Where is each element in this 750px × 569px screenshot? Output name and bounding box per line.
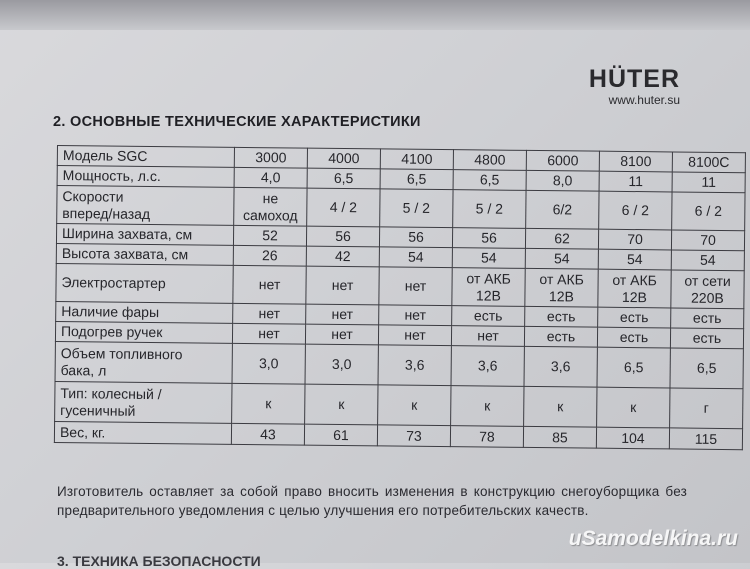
model-header-cell: 4100 bbox=[380, 149, 453, 170]
row-label-cell: Наличие фары bbox=[56, 301, 233, 323]
value-cell: нет bbox=[306, 304, 379, 325]
model-header-cell: 8100 bbox=[599, 151, 672, 172]
value-cell: 6,5 bbox=[597, 347, 670, 388]
value-cell: 54 bbox=[671, 250, 744, 271]
value-cell: 6,5 bbox=[307, 168, 380, 189]
next-section-title: 3. ТЕХНИКА БЕЗОПАСНОСТИ bbox=[57, 553, 261, 569]
value-cell: 43 bbox=[231, 423, 304, 445]
value-cell: 54 bbox=[525, 248, 598, 269]
value-cell: к bbox=[232, 383, 305, 424]
value-cell: 4,0 bbox=[234, 167, 307, 188]
value-cell: нет bbox=[379, 267, 452, 306]
value-cell: к bbox=[378, 385, 451, 426]
value-cell: 54 bbox=[452, 248, 525, 269]
value-cell: 6,5 bbox=[670, 348, 743, 389]
value-cell: 115 bbox=[669, 428, 742, 450]
spec-table bbox=[54, 145, 746, 450]
value-cell: есть bbox=[597, 327, 670, 348]
value-cell: 56 bbox=[306, 226, 379, 247]
value-cell: 3,0 bbox=[232, 343, 305, 384]
value-cell: 4 / 2 bbox=[307, 188, 380, 227]
model-header-cell: 6000 bbox=[526, 150, 599, 171]
value-cell: 52 bbox=[233, 225, 306, 246]
model-header-cell: 4800 bbox=[453, 150, 526, 171]
value-cell: от АКБ 12В bbox=[452, 268, 525, 307]
value-cell: 3,0 bbox=[305, 344, 378, 385]
value-cell: 62 bbox=[525, 228, 598, 249]
value-cell: есть bbox=[525, 306, 598, 327]
row-label-cell: Ширина захвата, см bbox=[56, 224, 233, 246]
value-cell: 26 bbox=[233, 245, 306, 266]
value-cell: 6/2 bbox=[526, 190, 599, 229]
value-cell: к bbox=[305, 384, 378, 425]
value-cell: г bbox=[670, 388, 743, 429]
value-cell: нет bbox=[306, 266, 379, 305]
value-cell: 54 bbox=[598, 249, 671, 270]
value-cell: 56 bbox=[379, 227, 452, 248]
value-cell: есть bbox=[671, 308, 744, 329]
model-header-cell: 3000 bbox=[234, 147, 307, 168]
value-cell: нет bbox=[379, 305, 452, 326]
value-cell: 6,5 bbox=[380, 169, 453, 190]
row-label-cell: Электростартер bbox=[56, 263, 233, 303]
row-label-cell: Мощность, л.с. bbox=[57, 166, 234, 188]
value-cell: нет bbox=[233, 265, 306, 304]
row-label-cell: Тип: колесный / гусеничный bbox=[55, 381, 232, 423]
value-cell: 3,6 bbox=[451, 346, 524, 387]
value-cell: от АКБ 12В bbox=[598, 269, 671, 308]
section-title: 2. ОСНОВНЫЕ ТЕХНИЧЕСКИЕ ХАРАКТЕРИСТИКИ bbox=[53, 114, 421, 130]
row-label-cell: Вес, кг. bbox=[54, 421, 231, 444]
value-cell: 70 bbox=[598, 229, 671, 250]
value-cell: 6 / 2 bbox=[599, 191, 672, 230]
model-header-cell: 4000 bbox=[307, 148, 380, 169]
value-cell: не самоход bbox=[234, 187, 307, 226]
value-cell: 11 bbox=[672, 172, 745, 193]
row-label-cell: Высота захвата, см bbox=[56, 243, 233, 265]
value-cell: 6 / 2 bbox=[672, 192, 745, 231]
model-header-cell: 8100C bbox=[672, 152, 745, 173]
value-cell: нет bbox=[233, 303, 306, 324]
value-cell: к bbox=[597, 387, 670, 428]
value-cell: от сети 220В bbox=[671, 270, 744, 309]
value-cell: 8,0 bbox=[526, 170, 599, 191]
value-cell: нет bbox=[305, 324, 378, 345]
row-label-cell: Скорости вперед/назад bbox=[57, 186, 234, 226]
value-cell: есть bbox=[670, 328, 743, 349]
page-edge-shadow bbox=[0, 0, 750, 30]
value-cell: 70 bbox=[671, 230, 744, 251]
brand-url: www.huter.su bbox=[608, 93, 680, 107]
header-label-cell: Модель SGC bbox=[57, 146, 234, 168]
value-cell: есть bbox=[598, 307, 671, 328]
value-cell: 104 bbox=[596, 427, 669, 449]
value-cell: нет bbox=[232, 323, 305, 344]
row-label-cell: Подогрев ручек bbox=[55, 321, 232, 343]
brand-logo: HÜTER bbox=[588, 65, 680, 93]
value-cell: нет bbox=[378, 325, 451, 346]
row-label-cell: Объем топливного бака, л bbox=[55, 341, 232, 383]
value-cell: 5 / 2 bbox=[380, 189, 453, 228]
value-cell: 3,6 bbox=[378, 345, 451, 386]
value-cell: от АКБ 12В bbox=[525, 268, 598, 307]
disclaimer-note: Изготовитель оставляет за собой право вносить изменения в конструкцию снегоуборщика без предварительного уведомления с целью улучшения его потребительских качеств. bbox=[57, 484, 687, 518]
value-cell: 3,6 bbox=[524, 346, 597, 387]
value-cell: 42 bbox=[306, 246, 379, 267]
value-cell: 85 bbox=[523, 426, 596, 448]
value-cell: 61 bbox=[304, 424, 377, 446]
value-cell: есть bbox=[452, 306, 525, 327]
value-cell: 5 / 2 bbox=[453, 190, 526, 229]
value-cell: 56 bbox=[452, 228, 525, 249]
value-cell: 11 bbox=[599, 171, 672, 192]
brand-block bbox=[589, 66, 680, 107]
value-cell: 73 bbox=[377, 425, 450, 447]
value-cell: нет bbox=[451, 326, 524, 347]
value-cell: 6,5 bbox=[453, 170, 526, 191]
value-cell: к bbox=[524, 386, 597, 427]
value-cell: 54 bbox=[379, 247, 452, 268]
value-cell: есть bbox=[524, 326, 597, 347]
value-cell: к bbox=[451, 386, 524, 427]
watermark: uSamodelkina.ru bbox=[568, 527, 738, 550]
value-cell: 78 bbox=[450, 426, 523, 448]
